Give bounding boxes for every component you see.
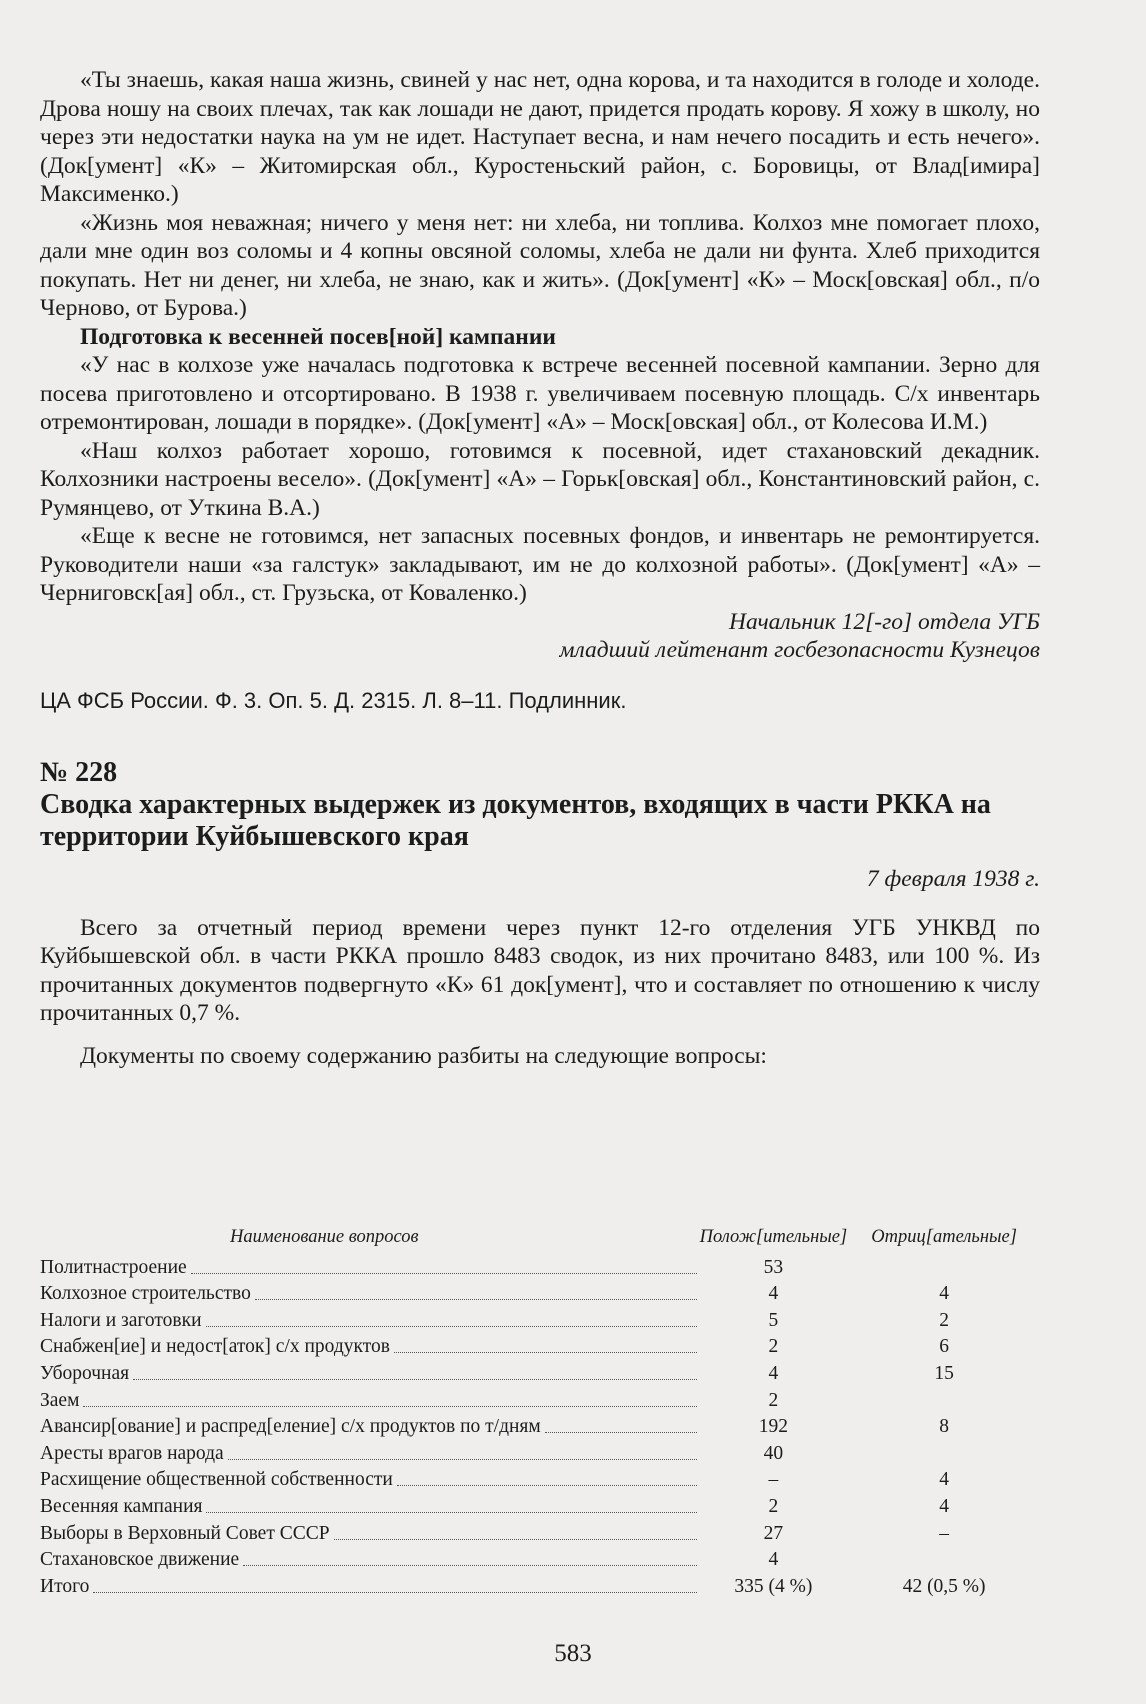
header-positive: Полож[ительные] [699,1227,848,1247]
row-label: Аресты врагов народа [40,1442,224,1464]
quote-paragraph: «У нас в колхозе уже началась подготовка к встрече весенней посевной кампании. Зерно для посева приготовлено и отсортировано. В 1938 г. увеличиваем посевную площадь. С/х инвентарь отремонтирован, лошади в порядке». (Док[умент] «А» – Моск[овская] обл., от Колесова И.М.) [40,352,1040,435]
signature-name: младший лейтенант госбезопасности Кузнецов [559,637,1040,663]
summary-paragraph: Всего за отчетный период времени через пункт 12-го отделения УГБ УНКВД по Куйбышевской обл. в части РККА прошло 8483 сводок, из них прочитано 8483, или 100 %. Из прочитанных документов подвергнуто «К» 61 док[умент], что и составляет по отношению к числу прочитанных 0,7 %. [40,914,1040,1026]
negative-count: 2 [939,1309,949,1331]
negative-count: 6 [939,1336,949,1358]
positive-count: 2 [768,1336,779,1358]
negative-count [848,1385,1040,1412]
table-row [40,1518,1040,1545]
positive-count: 2 [768,1389,779,1411]
document-date: 7 февраля 1938 г. [866,866,1040,892]
table-body [40,1252,1040,1598]
table-row [40,1412,1040,1439]
negative-count [848,1438,1040,1465]
quote-paragraph: «Ты знаешь, какая наша жизнь, свиней у нас нет, одна корова, и та находится в голоде и холоде. Дрова ношу на своих плечах, так как лошади не дают, придется продать корову. Я хожу в школу, но через эти недостатки наука на ум не идет. Наступает весна, и нам нечего посадить и есть нечего». (Док[умент] «К» – Житомирская обл., Куростеньский район, с. Боровицы, от Влад[имира] Максименко.) [40,67,1040,207]
dot-leader [255,1299,697,1300]
dot-leader [243,1565,696,1566]
positive-count: 2 [768,1495,779,1517]
document-title: Сводка характерных выдержек из документов, входящих в части РККА на территории Куйбышевского края [40,789,991,852]
negative-count [848,1545,1040,1572]
table-row [40,1385,1040,1412]
row-label: Налоги и заготовки [40,1309,202,1331]
dot-leader [133,1379,696,1380]
negative-count [848,1252,1040,1279]
quote-paragraph: «Наш колхоз работает хорошо, готовимся к посевной, идет стахановский декадник. Колхозники настроены весело». (Док[умент] «А» – Горьк[овская] обл., Константиновский район, с. Румянцево, от Уткина В.А.) [40,437,1040,521]
row-label: Итого [40,1575,90,1597]
row-label: Заем [40,1389,80,1411]
signature-block [40,608,1040,665]
negative-count: 4 [939,1495,949,1517]
table-row [40,1438,1040,1465]
table-row [40,1305,1040,1332]
positive-count: 4 [768,1549,779,1571]
dot-leader [397,1485,697,1486]
positive-count: 4 [768,1362,779,1384]
page-number: 583 [554,1640,592,1667]
dot-leader [206,1512,696,1513]
negative-count: 42 (0,5 %) [902,1575,986,1597]
table-row [40,1279,1040,1306]
dot-leader [334,1539,697,1540]
row-label: Выборы в Верховный Совет СССР [40,1522,330,1544]
table-intro-paragraph: Документы по своему содержанию разбиты на следующие вопросы: [80,1042,767,1069]
table-row [40,1332,1040,1359]
header-name: Наименование вопросов [230,1227,419,1247]
dot-leader [394,1352,697,1353]
table-row [40,1465,1040,1492]
main-text [40,66,1040,1070]
document-number: № 228 [40,757,118,788]
archive-source: ЦА ФСБ России. Ф. 3. Оп. 5. Д. 2315. Л. 8–11. Подлинник. [40,687,627,713]
table-row [40,1358,1040,1385]
positive-count: 5 [768,1309,779,1331]
row-label: Расхищение общественной собственности [40,1469,393,1491]
section-heading: Подготовка к весенней посев[ной] кампании [80,323,556,350]
positive-count: 335 (4 %) [734,1575,813,1597]
dot-leader [206,1326,697,1327]
negative-count: 8 [939,1416,949,1438]
positive-count: 4 [768,1283,779,1305]
dot-leader [545,1432,697,1433]
negative-count: 4 [939,1469,949,1491]
row-label: Стахановское движение [40,1549,240,1571]
row-label: Политнастроение [40,1256,187,1278]
row-label: Весенняя кампания [40,1495,203,1517]
positive-count: 27 [763,1522,784,1544]
quote-paragraph: «Еще к весне не готовимся, нет запасных посевных фондов, и инвентарь не ремонтируется. Руководители наши «за галстук» закладывают, им не до колхозной работы». (Док[умент] «А» – Черниговск[ая] обл., ст. Грузьска, от Коваленко.) [40,523,1040,606]
positive-count: 53 [763,1256,784,1278]
positive-count: – [768,1469,779,1491]
quote-paragraph: «Жизнь моя неважная; ничего у меня нет: ни хлеба, ни топлива. Колхоз мне помогает плохо, дали мне один воз соломы и 4 копны овсяной соломы, хлеба не дали ни фунта. Хлеб приходится покупать. Нет ни денег, ни хлеба, не знаю, как и жить». (Док[умент] «К» – Моск[овская] обл., п/о Черново, от Бурова.) [40,209,1040,321]
table-row [40,1545,1040,1572]
row-label: Авансир[ование] и распред[еление] с/х продуктов по т/дням [40,1416,541,1438]
negative-count: – [939,1522,949,1544]
table-row [40,1571,1040,1598]
row-label: Уборочная [40,1362,130,1384]
signature-title: Начальник 12[-го] отдела УГБ [729,608,1040,635]
row-label: Колхозное строительство [40,1283,251,1305]
dot-leader [191,1273,697,1274]
positive-count: 192 [758,1416,789,1438]
table-row [40,1252,1040,1279]
table-header-row [40,1226,1040,1252]
dot-leader [228,1459,697,1460]
positive-count: 40 [763,1442,784,1464]
row-label: Снабжен[ие] и недост[аток] с/х продуктов [40,1336,390,1358]
dot-leader [83,1406,696,1407]
negative-count: 4 [939,1283,949,1305]
table-row [40,1491,1040,1518]
negative-count: 15 [934,1362,954,1384]
header-negative: Отриц[ательные] [871,1227,1017,1247]
questions-table [40,1226,1040,1598]
dot-leader [93,1592,696,1593]
